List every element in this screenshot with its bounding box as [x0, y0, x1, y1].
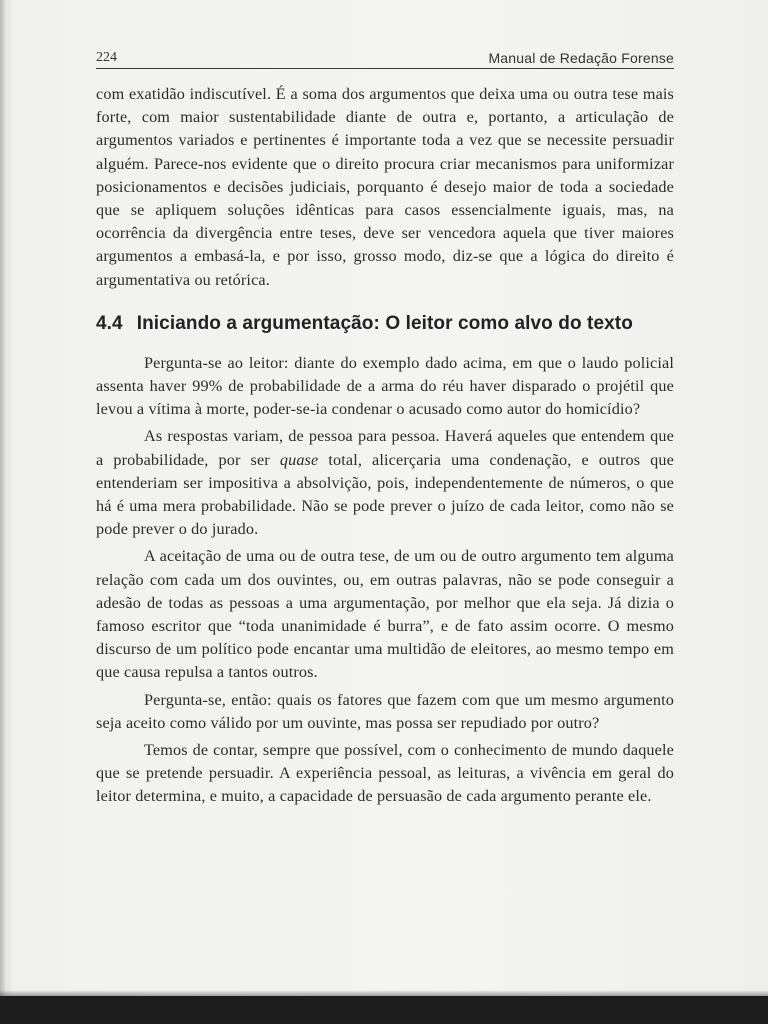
running-header [96, 48, 674, 69]
paragraph-5: Temos de contar, sempre que possível, com o conhecimento de mundo daquele que se pretende persuadir. A experiência pessoal, as leituras, a vivência em geral do leitor determina, e muito, a capacidade de persuasão de cada argumento perante ele. [96, 741, 674, 806]
scanner-bottom-edge [0, 996, 768, 1024]
body-text [96, 83, 674, 809]
paragraph-2 [96, 425, 674, 541]
opening-paragraph: com exatidão indiscutível. É a soma dos argumentos que deixa uma ou outra tese mais forte, com maior sustentabilidade diante de outra e, portanto, a articulação de argumentos variados e pertinentes é importante toda a vez que se necessite persuadir alguém. Parece-nos evidente que o direito procura criar mecanismos para uniformizar posicionamentos e decisões judiciais, porquanto é desejo maior de toda a sociedade que se apliquem soluções idênticas para casos essencialmente iguais, mas, na ocorrência da divergência entre teses, deve ser vencedora aquela que tiver maiores argumentos a embasá-la, e por isso, grosso modo, diz-se que a lógica do direito é argumentativa ou retórica. [96, 85, 674, 289]
paragraph-2-text-end: total, alicerçaria uma condenação, e outros que entenderiam ser impositiva a absolvição, pois, independentemente de números, o que há é uma mera probabilidade. Não se pode prever o juízo de cada leitor, como não se pode prever o do jurado. [96, 450, 674, 539]
book-page [96, 48, 674, 809]
book-title: Manual de Redação Forense [488, 50, 674, 66]
section-title: Iniciando a argumentação: O leitor como alvo do texto [136, 312, 633, 334]
paragraph-3: A aceitação de uma ou de outra tese, de um ou de outro argumento tem alguma relação com cada um dos ouvintes, ou, em outras palavras, não se pode conseguir a adesão de todas as pessoas a uma argumentação, por melhor que ela seja. Já dizia o famoso escritor que “toda unanimidade é burra”, e de fato assim ocorre. O mesmo discurso de um político pode encantar uma multidão de eleitores, ao mesmo tempo em que causa repulsa a tantos outros. [96, 547, 674, 682]
page-edge-shadow [0, 0, 6, 1000]
section-heading [96, 312, 674, 336]
paragraph-2-text-start: As respostas variam, de pessoa para pessoa. Haverá aqueles que entendem que a probabilidade, por ser [96, 427, 674, 469]
paragraph-4: Pergunta-se, então: quais os fatores que fazem com que um mesmo argumento seja aceito como válido por um ouvinte, mas possa ser repudiado por outro? [96, 690, 674, 732]
section-number: 4.4 [96, 312, 123, 334]
paragraph-1: Pergunta-se ao leitor: diante do exemplo dado acima, em que o laudo policial assenta haver 99% de probabilidade de a arma do réu haver disparado o projétil que levou a vítima à morte, poder-se-ia condenar o acusado como autor do homicídio? [96, 353, 674, 419]
paragraph-2-italic-term: quase [279, 450, 319, 469]
page-number: 224 [96, 50, 117, 65]
